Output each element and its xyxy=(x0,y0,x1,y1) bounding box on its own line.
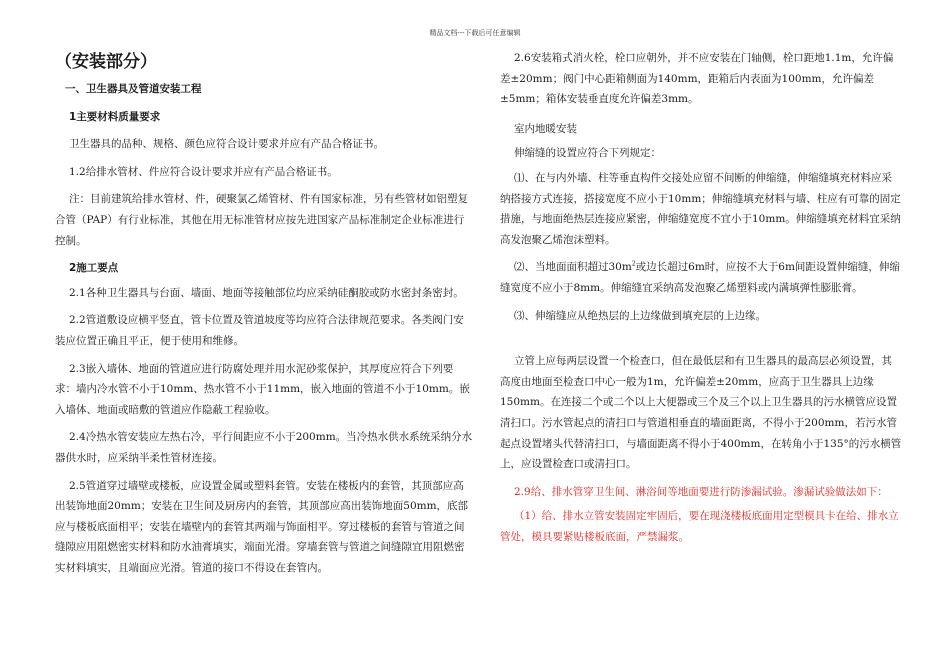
paragraph-2-9-step-1: （1）给、排水立管安装固定牢固后，要在现浇楼板底面用定型模具卡在给、排水立管处，模具要紧贴楼板底面，严禁漏浆。 xyxy=(500,510,899,543)
heading-materials: 1主要材料质量要求 xyxy=(69,110,161,123)
paragraph-2-5: 2.5管道穿过墙壁或楼板，应设置金属或塑料套管。安装在楼板内的套管，其顶部应高出装饰地面20mm；安装在卫生间及厨房内的套管，其顶部应高出装饰地面50mm，底部应与楼板底面相平；安装在墙壁内的套管其两端与饰面相平。穿过楼板的套管与管道之间缝隙应用阻燃密实材料和防水油膏填实，端面光滑。穿墙套管与管道之间缝隙宜用阻燃密实材料填实，且端面应光滑。管道的接口不得设在套管内。 xyxy=(55,479,469,574)
paragraph-rule-3: ⑶、伸缩缝应从绝热层的上边缘做到填充层的上边缘。 xyxy=(514,309,766,322)
paragraph-2-3: 2.3嵌入墙体、地面的管道应进行防腐处理并用水泥砂浆保护，其厚度应符合下列要求：墙内冷水管不小于10mm、热水管不小于11mm，嵌入地面的管道不小于10mm。嵌入墙体、地面或暗敷的管道应作隐蔽工程验收。 xyxy=(55,362,470,416)
paragraph-2-4: 2.4冷热水管安装应左热右冷，平行间距应不小于200mm。当冷热水供水系统采纳分水器供水时，应采纳半柔性管材连接。 xyxy=(55,431,473,464)
paragraph-standards-note: 注：目前建筑给排水管材、件，硬聚氯乙烯管材、件有国家标准，另有些管材如铝塑复合管（PAP）有行业标准，其他在用无标准管材应按先进国家产品标准制定企业标准进行控制。 xyxy=(55,193,468,247)
left-column xyxy=(55,48,473,578)
heading-floor-heating: 室内地暖安装 xyxy=(514,122,577,135)
page-header-note: 精品文档---下载后可任意编辑 xyxy=(429,29,521,37)
right-column xyxy=(500,48,902,547)
paragraph-2-2: 2.2管道敷设应横平竖直，管卡位置及管道坡度等均应符合法律规范要求。各类阀门安装应位置正确且平正，便于使用和维修。 xyxy=(55,314,464,347)
paragraph-rule-1: ⑴、在与内外墙、柱等垂直构件交接处应留不间断的伸缩缝，伸缩缝填充材料应采纳搭接方式连接，搭接宽度不应小于10mm；伸缩缝填充材料与墙、柱应有可靠的固定措施，与地面绝热层连接应紧密，伸缩缝宽度不宜小于10mm。伸缩缝填充材料宜采纳高发泡聚乙烯泡沫塑料。 xyxy=(500,171,901,246)
superscript-2: 2 xyxy=(631,260,636,268)
part-title: 一、卫生器具及管道安装工程 xyxy=(65,83,202,95)
paragraph-2-1: 2.1各种卫生器具与台面、墙面、地面等接触部位均应采纳硅酮胶或防水密封条密封。 xyxy=(69,286,464,299)
rule-2-text-a: ⑵、当地面面积超过30m xyxy=(514,261,632,274)
heading-construction-points: 2施工要点 xyxy=(69,262,119,275)
paragraph-2-6: 2.6安装箱式消火栓，栓口应朝外，并不应安装在门轴侧，栓口距地1.1m，允许偏差±20mm；阀门中心距箱侧面为140mm，距箱后内表面为100mm，允许偏差±5mm；箱体安装垂直度允许偏差3mm。 xyxy=(500,52,894,106)
paragraph-2-9-highlight: 2.9给、排水管穿卫生间、淋浴间等地面要进行防渗漏试验。渗漏试验做法如下： xyxy=(514,485,888,498)
paragraph-pipe-certificate: 1.2给排水管材、件应符合设计要求并应有产品合格证书。 xyxy=(69,165,338,178)
paragraph-expansion-joint-rules: 伸缩缝的设置应符合下列规定： xyxy=(514,147,661,160)
paragraph-rule-2 xyxy=(500,257,902,298)
rule-2-text-b: 或边长超过6m时，应按不大于6m间距设置伸缩缝，伸缩缝宽度不应小于8mm。伸缩缝宜采纳高发泡聚乙烯塑料或内满填弹性膨胀膏。 xyxy=(500,261,900,294)
paragraph-cleanout: 立管上应每两层设置一个检查口，但在最低层和有卫生器具的最高层必须设置，其高度由地面至检查口中心一般为1m，允许偏差±20mm，应高于卫生器具上边缘150mm。在连接二个或二个以上大便器或三个及三个以上卫生器具的污水横管应设置清扫口。污水管起点的清扫口与管道相垂直的墙面距离，不得小于200mm，若污水管起点设置堵头代替清扫口，与墙面距离不得小于400mm，在转角小于135°的污水横管上，应设置检查口或清扫口。 xyxy=(500,355,902,471)
section-title: （安装部分） xyxy=(55,52,157,72)
paragraph-fixtures-quality: 卫生器具的品种、规格、颜色应符合设计要求并应有产品合格证书。 xyxy=(69,138,384,151)
